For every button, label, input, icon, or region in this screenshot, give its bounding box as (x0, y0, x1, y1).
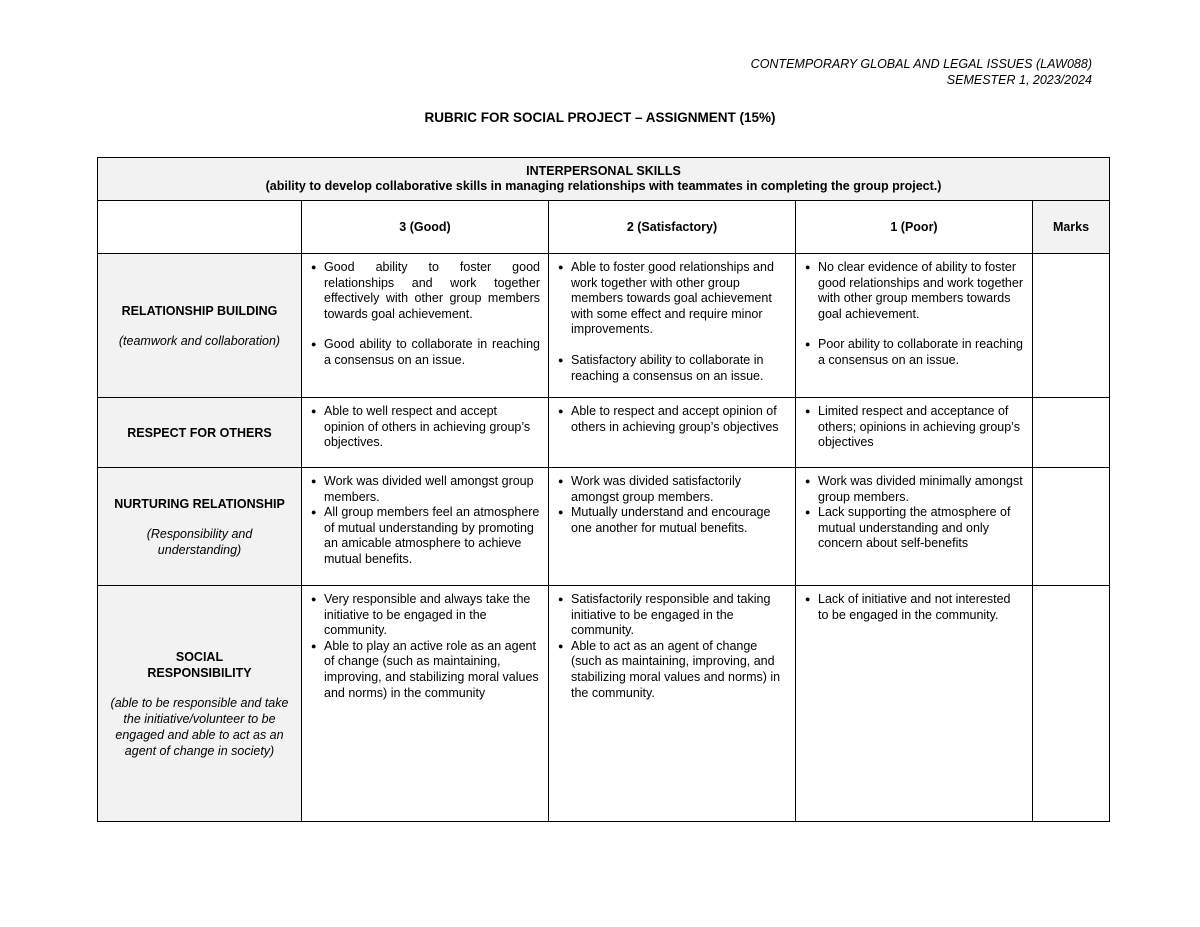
list-item: ● Able to well respect and accept opinion of others in achieving group’s objectives. (324, 404, 540, 451)
list-item: ● Work was divided minimally amongst group members. (818, 474, 1024, 505)
list-item: ● Able to respect and accept opinion of others in achieving group’s objectives (571, 404, 787, 435)
table-row (98, 586, 1110, 822)
list-item: ● All group members feel an atmosphere of mutual understanding by promoting an amicable atmosphere to achieve mutual benefits. (324, 505, 540, 567)
satisfactory-cell (549, 398, 796, 468)
satisfactory-cell (549, 468, 796, 586)
list-item: ● Able to foster good relationships and work together with other group members towards goal achievement with some effect and require minor improvements. (571, 260, 787, 338)
criterion-name: RESPECT FOR OTHERS (127, 425, 272, 440)
banner-subtitle: (ability to develop collaborative skills in managing relationships with teammates in completing the group project.) (265, 179, 942, 193)
list-item: ● Lack supporting the atmosphere of mutual understanding and only concern about self-benefits (818, 505, 1024, 552)
marks-cell (1033, 468, 1110, 586)
column-header-poor: 1 (Poor) (796, 201, 1033, 254)
good-cell (302, 468, 549, 586)
column-header-row (98, 201, 1110, 254)
criterion-subtitle: (able to be responsible and take the initiative/volunteer to be engaged and able to act as an agent of change in society) (110, 695, 289, 758)
list-item: ● Limited respect and acceptance of others; opinions in achieving group’s objectives (818, 404, 1024, 451)
list-item: ● Poor ability to collaborate in reaching a consensus on an issue. (818, 337, 1024, 368)
poor-cell (796, 398, 1033, 468)
marks-cell (1033, 586, 1110, 822)
list-item: ● Very responsible and always take the initiative to be engaged in the community. (324, 592, 540, 639)
list-item: ● Satisfactory ability to collaborate in reaching a consensus on an issue. (571, 353, 787, 384)
good-cell (302, 254, 549, 398)
list-item: ● Good ability to collaborate in reaching a consensus on an issue. (324, 337, 540, 368)
list-item: ● Mutually understand and encourage one another for mutual benefits. (571, 505, 787, 536)
page-title: RUBRIC FOR SOCIAL PROJECT – ASSIGNMENT (15%) (424, 110, 776, 125)
table-row (98, 254, 1110, 398)
marks-cell (1033, 254, 1110, 398)
criterion-cell (98, 398, 302, 468)
list-item: ● Able to play an active role as an agent of change (such as maintaining, improving, and stabilizing moral values and norms) in the community (324, 639, 540, 701)
criterion-cell (98, 468, 302, 586)
list-item: ● Work was divided satisfactorily amongst group members. (571, 474, 787, 505)
section-banner (98, 158, 1110, 201)
criterion-name: RELATIONSHIP BUILDING (121, 303, 278, 318)
document-header (751, 56, 1092, 88)
list-item: ● No clear evidence of ability to foster good relationships and work together with other group members towards goal achievement. (818, 260, 1024, 322)
criterion-subtitle: (Responsibility and understanding) (146, 526, 253, 557)
banner-row (98, 158, 1110, 201)
list-item: ● Satisfactorily responsible and taking initiative to be engaged in the community. (571, 592, 787, 639)
criterion-header-cell (98, 201, 302, 254)
good-cell (302, 398, 549, 468)
table-row (98, 398, 1110, 468)
criterion-name: NURTURING RELATIONSHIP (114, 496, 285, 511)
semester-label: SEMESTER 1, 2023/2024 (946, 73, 1092, 87)
list-item: ● Work was divided well amongst group members. (324, 474, 540, 505)
banner-title: INTERPERSONAL SKILLS (526, 164, 681, 178)
criterion-subtitle: (teamwork and collaboration) (118, 333, 281, 348)
marks-cell (1033, 398, 1110, 468)
satisfactory-cell (549, 586, 796, 822)
good-cell (302, 586, 549, 822)
criterion-name: SOCIAL RESPONSIBILITY (147, 649, 252, 680)
column-header-marks: Marks (1033, 201, 1110, 254)
table-row (98, 468, 1110, 586)
column-header-good: 3 (Good) (302, 201, 549, 254)
criterion-cell (98, 586, 302, 822)
column-header-satisfactory: 2 (Satisfactory) (549, 201, 796, 254)
list-item: ● Good ability to foster good relationships and work together effectively with other group members towards goal achievement. (324, 260, 540, 322)
poor-cell (796, 254, 1033, 398)
rubric-table (97, 157, 1110, 822)
satisfactory-cell (549, 254, 796, 398)
poor-cell (796, 468, 1033, 586)
criterion-cell (98, 254, 302, 398)
list-item: ● Able to act as an agent of change (such as maintaining, improving, and stabilizing moral values and norms) in the community. (571, 639, 787, 701)
course-title: CONTEMPORARY GLOBAL AND LEGAL ISSUES (LAW088) (750, 57, 1092, 71)
list-item: ● Lack of initiative and not interested to be engaged in the community. (818, 592, 1024, 623)
poor-cell (796, 586, 1033, 822)
